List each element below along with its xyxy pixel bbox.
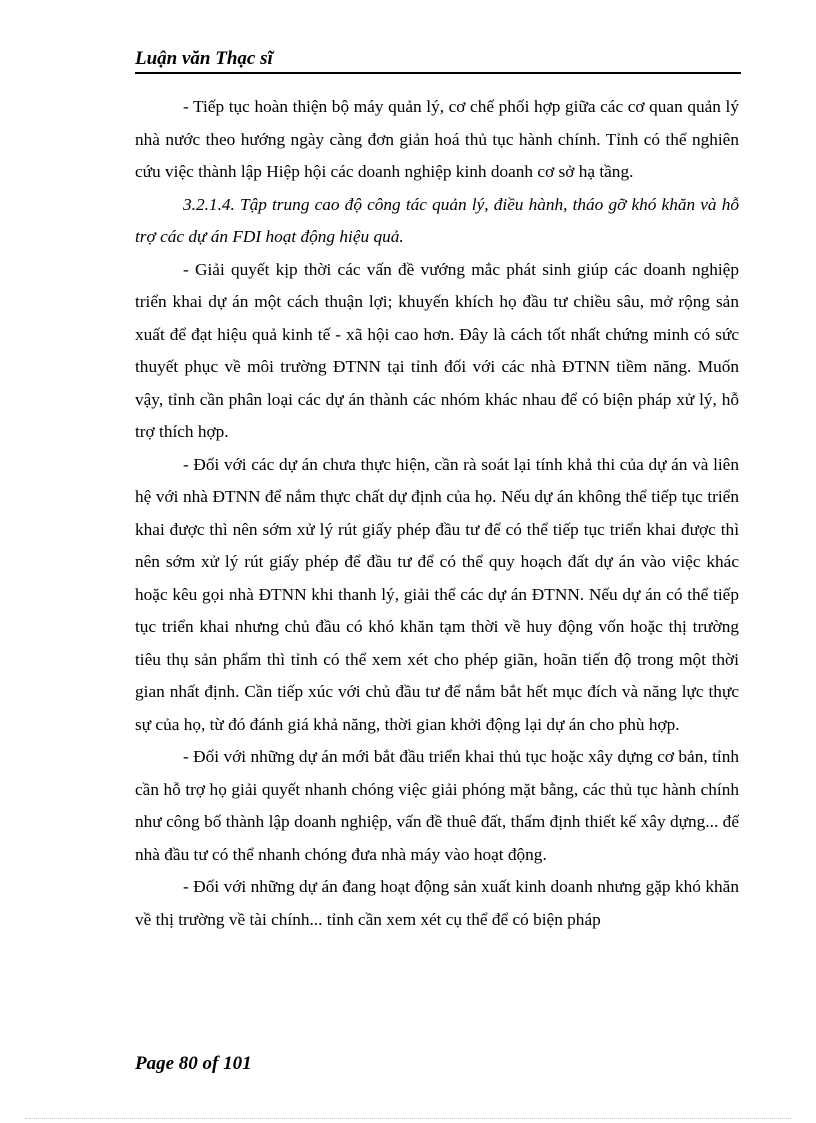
paragraph: - Đối với các dự án chưa thực hiện, cần rà soát lại tính khả thi của dự án và liên hệ với nhà ĐTNN để nắm thực chất dự định của họ. Nếu dự án không thể tiếp tục triển khai được thì nên sớm xử lý rút giấy phép đầu tư để có thể tiếp tục triển khai được thì nên sớm xử lý rút giấy phép để đầu tư để có thể quy hoạch đất dự án vào việc khác hoặc kêu gọi nhà ĐTNN khi thanh lý, giải thể các dự án ĐTNN. Nếu dự án có thể tiếp tục triển khai nhưng chủ đầu có khó khăn tạm thời về huy động vốn hoặc thị trường tiêu thụ sản phẩm thì tỉnh có thể xem xét cho phép giãn, hoãn tiến độ trong một thời gian nhất định. Cần tiếp xúc với chủ đầu tư để nắm bắt hết mục đích và năng lực thực sự của họ, từ đó đánh giá khả năng, thời gian khởi động lại dự án cho phù hợp. [135,454,739,734]
paragraph: - Đối với những dự án đang hoạt động sản xuất kinh doanh nhưng gặp khó khăn về thị trường về tài chính... tỉnh cần xem xét cụ thể để có biện pháp [135,877,739,929]
paragraph: - Tiếp tục hoàn thiện bộ máy quản lý, cơ chế phối hợp giữa các cơ quan quản lý nhà nước theo hướng ngày càng đơn giản hoá thủ tục hành chính. Tỉnh có thể nghiên cứu việc thành lập Hiệp hội các doanh nghiệp kinh doanh cơ sở hạ tầng. [135,97,739,181]
document-title: Luận văn Thạc sĩ [135,48,273,69]
page-number: Page 80 of 101 [135,1053,252,1074]
paragraph: - Đối với những dự án mới bắt đầu triển khai thủ tục hoặc xây dựng cơ bản, tỉnh cần hỗ trợ họ giải quyết nhanh chóng việc giải phóng mặt bằng, các thủ tục hành chính như công bố thành lập doanh nghiệp, vấn đề thuê đất, thẩm định thiết kế xây dựng... để nhà đầu tư có thể nhanh chóng đưa nhà máy vào hoạt động. [135,747,739,864]
page-edge-divider [25,1118,791,1119]
body-text [135,91,739,936]
page-header [135,48,741,74]
paragraph: - Giải quyết kịp thời các vấn đề vướng mắc phát sinh giúp các doanh nghiệp triển khai dự án một cách thuận lợi; khuyến khích họ đầu tư chiều sâu, mở rộng sản xuất để đạt hiệu quả kinh tế - xã hội cao hơn. Đây là cách tốt nhất chứng minh có sức thuyết phục về môi trường ĐTNN tại tỉnh đối với các nhà ĐTNN tiềm năng. Muốn vậy, tỉnh cần phân loại các dự án thành các nhóm khác nhau để có biện pháp xử lý, hỗ trợ thích hợp. [135,259,739,441]
section-heading: 3.2.1.4. Tập trung cao độ công tác quản lý, điều hành, tháo gỡ khó khăn và hỗ trợ các dự án FDI hoạt động hiệu quả. [135,194,739,246]
